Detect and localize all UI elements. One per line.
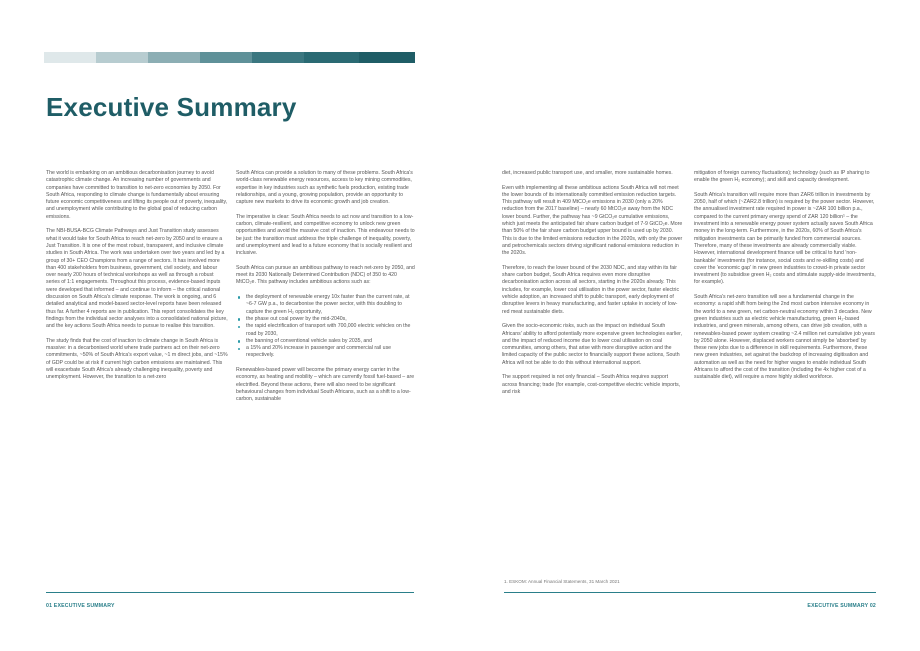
body-paragraph: The NBI-BUSA-BCG Climate Pathways and Just Transition study assesses what it would take for South Africa to reach net-zero by 2050 and to ensure a Just Transition. It is one of the most robust, transparent, and inclusive climate studies in South Africa. The work was undertaken over two years and led by a group of 30+ CEO Champions from a range of sectors. It has involved more than 400 stakeholders from business, government, civil society, and labour over nearly 200 hours of technical workshops as well as through a robust series of 1:1 engagements. Throughout this process, evidence-based inputs were developed that informed – and continue to inform – the critical national discussion on South Africa's climate response. The work is ongoing, and 6 detailed analytical and model-based sector-level reports have been released thus far. A further 4 reports are in publication. This report consolidates the key findings from the individual sector analyses into a consolidated national picture, and the key actions South Africa needs to pursue to realise this transition. bbox=[46, 228, 228, 330]
body-paragraph: South Africa's transition will require more than ZAR6 trillion in investments by 2050, half of which (~ZAR2.8 trillion) is required by the power sector. However, the annualised investment rate required in power is ~ZAR 100 billion p.a., compared to the current primary energy spend of ZAR 120 billion¹ – the investment into a renewable energy power system actually saves South Africa money in the long-term. Furthermore, in the 2020s, 60% of South Africa's mitigation investments can be primarily funded from commercial sources. Therefore, many of these investments are already commercially viable. However, international development finance will be critical to fund 'non-bankable' investments (for instance, social costs and re-skilling costs) and cover the 'economic gap' in new green industries to crowd-in private sector investment (to subsidise green H₂ costs and stimulate supply-side investments, for example). bbox=[694, 191, 876, 286]
text-column-4 bbox=[694, 170, 876, 389]
header-gradient-bar bbox=[0, 52, 415, 63]
body-paragraph: diet, increased public transport use, and smaller, more sustainable homes. bbox=[502, 170, 673, 176]
footnote: 1. ESKOM: Annual Financial Statements, 31 March 2021 bbox=[504, 579, 620, 584]
body-paragraph: The world is embarking on an ambitious decarbonisation journey to avoid catastrophic climate change. An increasing number of governments and companies have committed to transition to net-zero economies by 2050. For South Africa, responding to climate change is fundamentally about ensuring future economic competitiveness and lifting its people out of poverty, inequality, and unemployment while contributing to the global goal of reducing carbon emissions. bbox=[46, 170, 228, 220]
header-bar-segment bbox=[304, 52, 359, 63]
header-bar-segment bbox=[359, 52, 415, 63]
bullet-item: the deployment of renewable energy 10x faster than the current rate, at ~6-7 GW p.a., to decarbonise the power sector, with this doubling to capture the green H₂ opportunity, bbox=[246, 294, 418, 316]
header-bar-segment bbox=[0, 52, 44, 63]
body-paragraph: South Africa can provide a solution to many of these problems. South Africa's world-class renewable energy resources, access to key mining commodities, expertise in key industries such as synthetic fuels production, existing trade relationships, and a young, growing population, provide an opportunity to capture new markets to drive its economic growth and job creation. bbox=[236, 170, 413, 206]
header-bar-segment bbox=[96, 52, 148, 63]
body-paragraph: The imperative is clear: South Africa needs to act now and transition to a low-carbon, climate-resilient, and competitive economy to unlock new green opportunities and avoid the massive cost of inaction. This endeavour needs to be just: the transition must address the triple challenge of inequality, poverty, and unemployment and lead to a future economy that is socially resilient and inclusive. bbox=[236, 213, 415, 257]
text-column-2 bbox=[236, 170, 418, 411]
bullet-item: a 15% and 20% increase in passenger and commercial rail use respectively. bbox=[246, 345, 418, 360]
body-paragraph: Therefore, to reach the lower bound of the 2030 NDC, and stay within its fair share carbon budget, South Africa requires even more disruptive decarbonisation action across all sectors, starting in the 2020s already. This includes, for example, lower coal utilisation in the power sector, faster electric vehicle adoption, an increased shift to public transport, early deployment of disruptive levers in heavy manufacturing, and faster uptake in society of low-red meat sustainable diets. bbox=[502, 264, 680, 315]
body-paragraph: Renewables-based power will become the primary energy carrier in the economy, as heating and mobility – which are currently fossil fuel-based – are electrified. Beyond these actions, there will also need to be significant behavioural changes from individual South Africans, such as a shift to a low-carbon, sustainable bbox=[236, 367, 415, 403]
footer-page-label-left: 01 EXECUTIVE SUMMARY bbox=[46, 603, 115, 609]
page-title: Executive Summary bbox=[46, 92, 297, 122]
body-paragraph: South Africa can pursue an ambitious pathway to reach net-zero by 2050, and meet its 2030 Nationally Determined Contribution (NDC) of 350 to 420 MtCO₂e. This pathway includes ambitious actions such as: bbox=[236, 264, 415, 286]
bullet-list bbox=[236, 294, 418, 360]
header-bar-segment bbox=[252, 52, 304, 63]
bullet-item: the rapid electrification of transport with 700,000 electric vehicles on the road by 2030, bbox=[246, 323, 418, 338]
text-column-1 bbox=[46, 170, 228, 389]
body-paragraph: The study finds that the cost of inaction to climate change in South Africa is massive: in a decarbonised world where trade partners act on their net-zero commitments, ~50% of South Africa's export value, ~1 m direct jobs, and ~15% of GDP could be at risk if current high carbon emissions are maintained. This will exacerbate South Africa's already challenging inequality, poverty and unemployment. However, the transition to a net-zero bbox=[46, 337, 228, 381]
text-column-3 bbox=[502, 170, 684, 404]
bullet-item: the banning of conventional vehicle sales by 2035, and bbox=[246, 338, 418, 345]
header-bar-segment bbox=[200, 52, 252, 63]
footer-rule-right bbox=[504, 592, 876, 593]
header-bar-segment bbox=[44, 52, 96, 63]
body-paragraph: Even with implementing all these ambitious actions South Africa will not meet the lower bounds of its internationally committed emission reduction targets. This pathway will result in 409 MtCO₂e emissions in 2030 (only a 20% reduction from the 2017 baseline) – nearly 60 MtCO₂e away from the NDC lower bound. Further, the pathway has ~9 GtCO₂e cumulative emissions, which just meets the anticipated fair share carbon budget of 7-9 GtCO₂e. More than 50% of the fair share carbon budget upper bound is used up by 2030. This is due to the limited emissions reduction in the 2020s, with only the power and petrochemicals sectors driving significant national emissions reduction in the 2020s. bbox=[502, 184, 683, 257]
bullet-item: the phase out coal power by the mid-2040s, bbox=[246, 316, 418, 323]
footer-rule-left bbox=[46, 592, 414, 593]
footer-page-label-right: EXECUTIVE SUMMARY 02 bbox=[807, 603, 876, 609]
body-paragraph: mitigation of foreign currency fluctuations); technology (such as IP sharing to enable the green H₂ economy); and skill and capacity development. bbox=[694, 170, 870, 184]
body-paragraph: South Africa's net-zero transition will see a fundamental change in the economy: a rapid shift from being the 2nd most carbon intensive economy in the world to a new green, net carbon-neutral economy within 3 decades. New green industries such as electric vehicle manufacturing, green H₂-based industries, and green minerals, among others, can drive job creation, with a renewables-based power system creating ~2.4 million net cumulative job years by 2050 alone. However, displaced workers cannot simply be 'absorbed' by these new jobs due to a difference in skill requirements. Furthermore, these new green industries, set against the backdrop of increasing digitisation and automation as well as the need for higher wages to enable individual South Africans to afford the cost of the transition (including the 4x higher cost of a sustainable diet), will require a more highly skilled workforce. bbox=[694, 294, 875, 381]
body-paragraph: Given the socio-economic risks, such as the impact on individual South Africans' ability to afford potentially more expensive green technologies earlier, and the impact of reduced income due to lower coal utilisation on coal communities, among others, that arise with more disruptive action and the limited capacity of the public sector to financially support these actions, South Africa will not be able to do this without international support. bbox=[502, 323, 682, 366]
body-paragraph: The support required is not only financial – South Africa requires support across financing; trade (for example, cost-competitive electric vehicle imports, and risk bbox=[502, 374, 681, 395]
header-bar-segment bbox=[148, 52, 200, 63]
